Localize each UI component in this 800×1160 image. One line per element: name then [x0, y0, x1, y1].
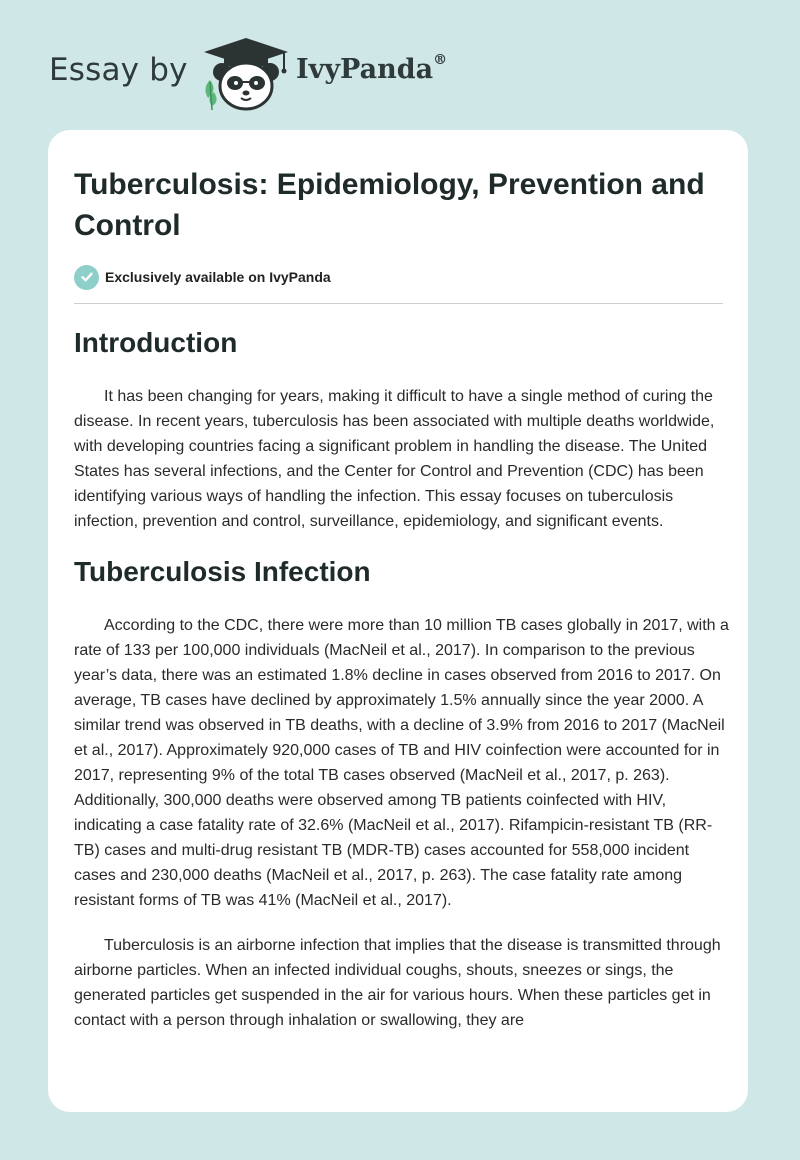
registered-mark: ® [433, 52, 448, 68]
paragraph: It has been changing for years, making it difficult to have a single method of curing the disease. In recent years, tuberculosis has been associated with multiple deaths worldwide, with developing countries facing a significant problem in handling the disease. The United States has several infections, and the Center for Control and Prevention (CDC) has been identifying various ways of handling the infection. This essay focuses on tuberculosis infection, prevention and control, surveillance, epidemiology, and significant events. [74, 388, 715, 530]
essay-card [48, 130, 748, 1112]
paragraph: Tuberculosis is an airborne infection that implies that the disease is transmitted through airborne particles. When an infected individual coughs, shouts, sneezes or sings, the generated particles get suspended in the air for various hours. When these particles get in contact with a person through inhalation or swallowing, they are [74, 937, 721, 1029]
section-heading-introduction: Introduction [74, 327, 238, 358]
section-heading-tuberculosis-infection: Tuberculosis Infection [74, 556, 371, 587]
brand-name[interactable] [296, 54, 447, 85]
exclusive-badge [74, 264, 331, 290]
page-title: Tuberculosis: Epidemiology, Prevention and Control [74, 168, 705, 242]
paragraph: According to the CDC, there were more than 10 million TB cases globally in 2017, with a rate of 133 per 100,000 individuals (MacNeil et al., 2017). In comparison to the previous year’s data, there was an estimated 1.8% decline in cases observed from 2016 to 2017. On average, TB cases have declined by approximately 1.5% annually since the year 2000. A similar trend was observed in TB deaths, with a decline of 3.9% from 2016 to 2017 (MacNeil et al., 2017). Approximately 920,000 cases of TB and HIV coinfection were accounted for in 2017, representing 9% of the total TB cases observed (MacNeil et al., 2017, p. 263). Additionally, 300,000 deaths were observed among TB patients coinfected with HIV, indicating a case fatality rate of 32.6% (MacNeil et al., 2017). Rifampicin-resistant TB (RR-TB) cases and multi-drug resistant TB (MDR-TB) cases accounted for 558,000 incident cases and 230,000 deaths (MacNeil et al., 2017, p. 263). The case fatality rate among resistant forms of TB was 41% (MacNeil et al., 2017). [74, 617, 729, 909]
title-divider [74, 303, 723, 304]
check-circle-icon [74, 265, 99, 290]
brand-text: IvyPanda [296, 54, 434, 85]
panda-graduate-icon[interactable] [200, 36, 292, 112]
essay-body [74, 320, 729, 1033]
site-header [0, 0, 800, 130]
exclusive-badge-label: Exclusively available on IvyPanda [105, 269, 331, 285]
essay-by-label: Essay by [49, 52, 188, 88]
